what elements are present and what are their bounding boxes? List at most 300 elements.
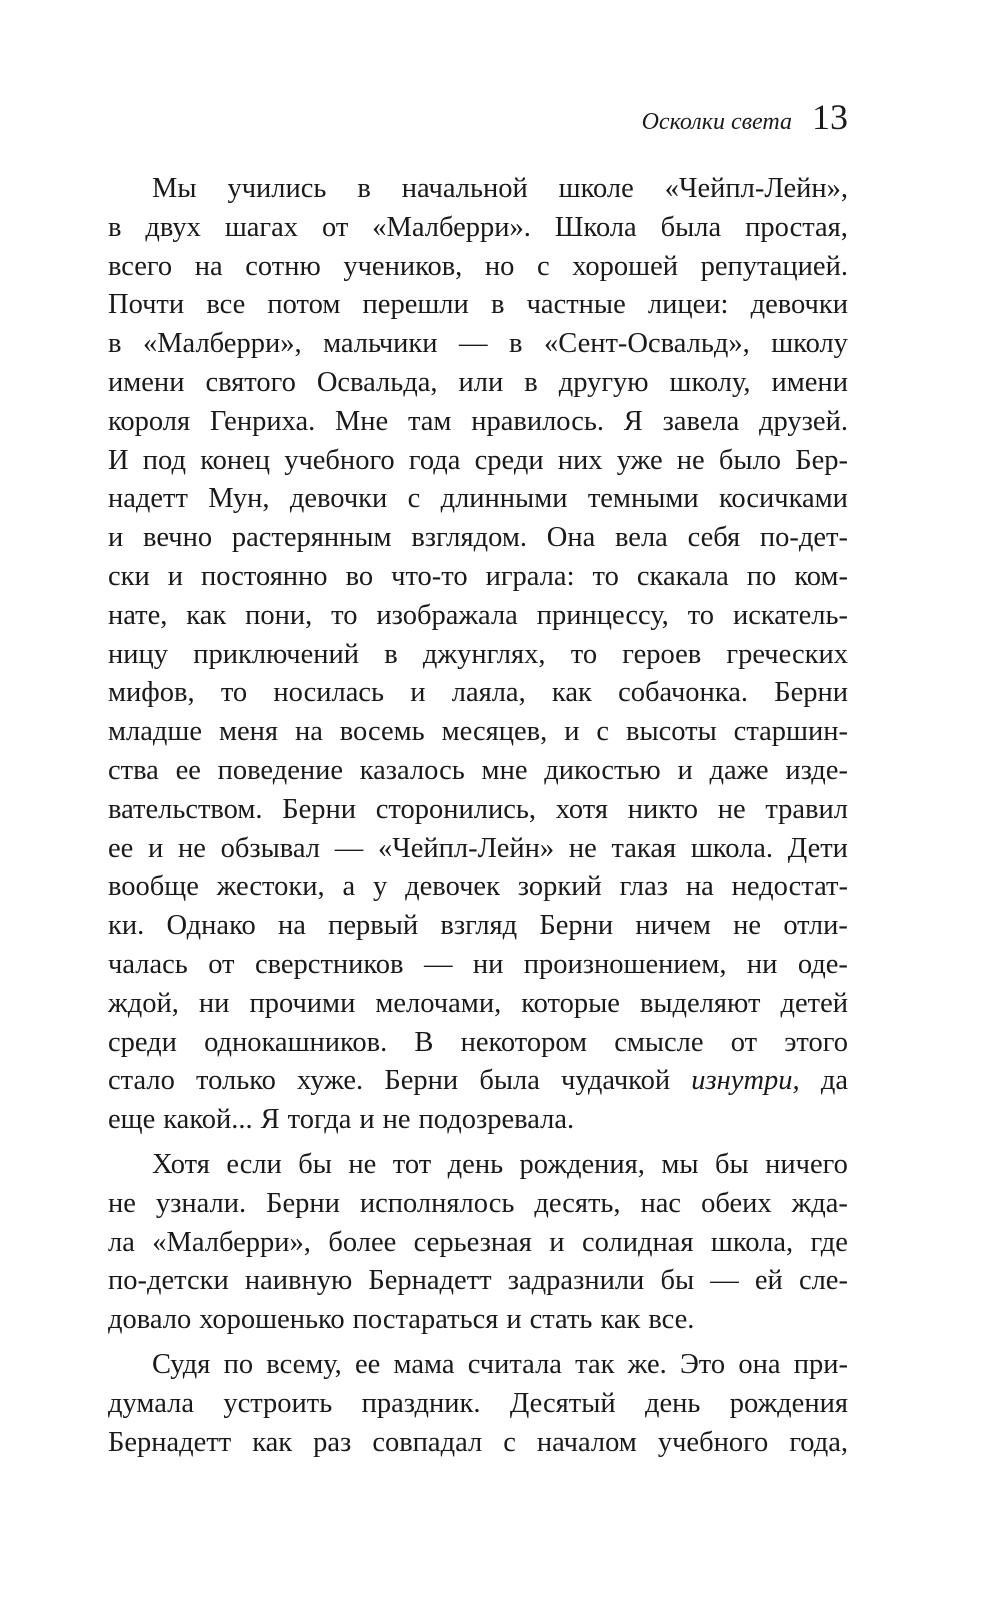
word: школу, [669, 366, 751, 398]
word: ски [108, 560, 150, 592]
word: ничем [635, 910, 711, 942]
word: или [458, 366, 504, 398]
word: Хотя [152, 1148, 210, 1180]
word: школа, [710, 1226, 794, 1258]
word: высоты [626, 716, 717, 748]
word: изде- [785, 754, 848, 786]
word: Освальда, [316, 366, 438, 398]
word: косичками [718, 483, 848, 515]
word: и [410, 677, 426, 709]
word: обеих [701, 1187, 772, 1219]
word: потом [267, 289, 341, 321]
word: была [479, 1065, 540, 1097]
word: нате, [108, 599, 168, 631]
word: мы [661, 1148, 699, 1180]
word: школу [771, 328, 848, 360]
text-line [108, 752, 848, 791]
word: праздник. [361, 1387, 481, 1419]
word: на [194, 250, 223, 282]
word: обзывал [220, 832, 321, 864]
text-line [108, 364, 848, 403]
word: меня [218, 716, 278, 748]
word: была [660, 211, 722, 243]
word: мама [393, 1348, 455, 1380]
text-line [108, 1262, 848, 1301]
word: детей [780, 987, 848, 1019]
word: сторонились, [375, 793, 537, 825]
word: перешли [362, 289, 469, 321]
word: считала [467, 1348, 562, 1380]
word: не [568, 832, 597, 864]
word: десять, [534, 1187, 621, 1219]
word: вела [615, 522, 668, 554]
page-number: 13 [812, 97, 848, 137]
word: и [108, 522, 124, 554]
word: однокашников. [204, 1026, 388, 1058]
word: такая [611, 832, 677, 864]
word: изображала [376, 599, 518, 631]
word: мне [481, 754, 528, 786]
text-line [108, 442, 848, 481]
word: и [677, 754, 693, 786]
word: не [382, 1104, 411, 1136]
text-line [108, 1101, 848, 1140]
word: от [730, 1026, 758, 1058]
word: простая, [745, 211, 848, 243]
word: другую [558, 366, 649, 398]
word: них [557, 444, 603, 476]
word: всему, [266, 1348, 342, 1380]
word: и [564, 716, 580, 748]
word: Берни [384, 1065, 459, 1097]
word: учебного [657, 1426, 769, 1458]
word: вообще [108, 871, 199, 903]
word: по-детски [108, 1265, 229, 1297]
text-line [108, 907, 848, 946]
word: «Чейпл-Лейн», [664, 173, 848, 204]
word: пони, [245, 599, 313, 631]
word: лицеи: [647, 289, 729, 321]
word: нравилось. [471, 405, 605, 437]
word: а [342, 871, 356, 903]
word: носилась [273, 677, 385, 709]
word: жестоки, [216, 871, 325, 903]
body-text [108, 170, 848, 1462]
word: взглядом. [411, 522, 527, 554]
word: там [407, 405, 452, 437]
word: Я [260, 1104, 280, 1136]
word: подозревала. [418, 1104, 575, 1136]
word: прочими [249, 987, 356, 1019]
word: выделяют [639, 987, 761, 1019]
word: джунглях, [422, 638, 546, 670]
word: не [108, 1187, 136, 1219]
word: вательством. [108, 793, 263, 825]
word: Мы [152, 173, 197, 204]
paragraph [108, 1346, 848, 1462]
paragraph [108, 170, 848, 1140]
word: Судя [152, 1348, 211, 1380]
word: в [384, 638, 398, 670]
word: ее [355, 1348, 381, 1380]
word: растерянным [231, 522, 392, 554]
word: которые [521, 987, 620, 1019]
word: ком- [794, 560, 848, 592]
word: то [570, 638, 598, 670]
text-line [108, 674, 848, 713]
word: Однако [166, 910, 256, 942]
word: среди [474, 444, 544, 476]
text-line [108, 1024, 848, 1063]
word: ни [746, 948, 778, 980]
word: более [328, 1226, 397, 1258]
text-line [108, 830, 848, 869]
word: не [733, 910, 762, 942]
word: Берни [282, 793, 357, 825]
word: стало [108, 1065, 175, 1097]
text-line [108, 1185, 848, 1224]
running-title: Осколки света [641, 109, 792, 135]
word: оде- [797, 948, 848, 980]
word: при- [793, 1348, 848, 1380]
word: раз [313, 1426, 352, 1458]
word: в [509, 328, 523, 360]
text-line [108, 1062, 848, 1101]
text-line [108, 209, 848, 248]
word: что-то [391, 560, 468, 592]
word: некотором [460, 1026, 588, 1058]
word: частные [526, 289, 626, 321]
word: ницу [108, 638, 169, 670]
word: девочек [405, 871, 500, 903]
word: Дети [787, 832, 848, 864]
word: бы [715, 1148, 749, 1180]
text-line [108, 946, 848, 985]
word: «Сент-Освальд», [543, 328, 750, 360]
word: бы [660, 1265, 695, 1297]
word: конец [200, 444, 270, 476]
word: изнутри, [691, 1065, 800, 1097]
word: было [718, 444, 782, 476]
word: девочки [289, 483, 388, 515]
word: не [178, 832, 206, 864]
word: же. [627, 1348, 667, 1380]
word: на [685, 871, 714, 903]
word: недостат- [731, 871, 848, 903]
word: собачонка. [618, 677, 748, 709]
word: какой... [163, 1104, 253, 1136]
word: всего [108, 250, 173, 282]
word: устроить [223, 1387, 333, 1419]
word: Бер- [795, 444, 848, 476]
word: то [592, 560, 619, 592]
word: старшин- [733, 716, 848, 748]
word: тогда [287, 1104, 352, 1136]
word: Берни [266, 1187, 340, 1219]
word: тот [392, 1148, 432, 1180]
word: принцессу, [536, 599, 669, 631]
word: в [357, 173, 371, 204]
text-line [108, 713, 848, 752]
word: школе [558, 173, 634, 204]
word: искатель- [732, 599, 848, 631]
word: то [331, 599, 358, 631]
word: все [206, 289, 246, 321]
word: как [600, 1304, 641, 1336]
word: еще [108, 1104, 156, 1136]
word: уже [616, 444, 663, 476]
text-line [108, 1346, 848, 1385]
word: серьезная [413, 1226, 532, 1258]
word: надетт [108, 483, 188, 515]
word: месяцев, [441, 716, 548, 748]
word: среди [108, 1026, 177, 1058]
word: жда- [791, 1187, 848, 1219]
word: Она [546, 522, 596, 554]
word: чалась [108, 948, 188, 980]
word: казалось [359, 754, 465, 786]
word: первый [328, 910, 419, 942]
text-line [108, 791, 848, 830]
word: хуже. [297, 1065, 364, 1097]
word: Мне [334, 405, 389, 437]
word: не [676, 444, 705, 476]
word: день [644, 1387, 701, 1419]
word: в [490, 289, 505, 321]
word: глаз [619, 871, 668, 903]
text-line [108, 1301, 848, 1340]
text-line [108, 1424, 848, 1463]
word: ла [108, 1226, 135, 1258]
word: поведение [217, 754, 343, 786]
word: Десятый [509, 1387, 616, 1419]
word: учеников, [343, 250, 463, 282]
word: Берни [774, 677, 848, 709]
word: младше [108, 716, 203, 748]
word: — [423, 948, 453, 980]
word: играла: [485, 560, 575, 592]
word: задразнили [507, 1265, 645, 1297]
word: хорошенько [199, 1304, 345, 1336]
word: она [738, 1348, 781, 1380]
word: во [345, 560, 374, 592]
word: чудачкой [561, 1065, 671, 1097]
word: только [196, 1065, 276, 1097]
word: учебного [284, 444, 395, 476]
word: В [414, 1026, 434, 1058]
word: как [186, 599, 227, 631]
word: ждой, [108, 987, 179, 1019]
word: постоянно [201, 560, 328, 592]
word: двух [145, 211, 201, 243]
word: года, [789, 1426, 848, 1458]
word: день [447, 1148, 504, 1180]
word: греческих [726, 638, 848, 670]
word: длинными [440, 483, 568, 515]
word: ее [108, 832, 134, 864]
word: скакала [636, 560, 729, 592]
word: как [252, 1426, 293, 1458]
word: отли- [783, 910, 848, 942]
word: у [373, 871, 388, 903]
word: ей [754, 1265, 783, 1297]
word: этого [784, 1026, 848, 1058]
word: бы [298, 1148, 332, 1180]
word: святого [205, 366, 296, 398]
word: ни [198, 987, 230, 1019]
word: наивную [244, 1265, 353, 1297]
text-line [108, 248, 848, 287]
word: с [536, 250, 550, 282]
word: не [348, 1148, 377, 1180]
word: стать [529, 1304, 593, 1336]
text-line [108, 985, 848, 1024]
word: сотню [245, 250, 321, 282]
word: все. [648, 1304, 695, 1336]
word: думала [108, 1387, 194, 1419]
word: то [687, 599, 715, 631]
word: под [142, 444, 186, 476]
word: «Чейпл-Лейн» [377, 832, 555, 864]
text-line [108, 1385, 848, 1424]
word: по-дет- [759, 522, 848, 554]
word: и [148, 832, 164, 864]
word: «Малберри», [142, 328, 302, 360]
word: если [226, 1148, 282, 1180]
word: имени [771, 366, 848, 398]
word: начальной [401, 173, 528, 204]
word: так [575, 1348, 615, 1380]
word: и [167, 560, 184, 592]
word: Это [679, 1348, 726, 1380]
word: И [108, 444, 129, 476]
text-line [108, 1146, 848, 1185]
word: «Малберри», [152, 1226, 311, 1258]
word: произношением, [523, 948, 727, 980]
word: но [484, 250, 515, 282]
word: и [506, 1304, 522, 1336]
word: от [208, 948, 235, 980]
word: Генриха. [209, 405, 316, 437]
word: по [746, 560, 777, 592]
word: мелочами, [375, 987, 502, 1019]
word: в [108, 328, 122, 360]
word: сле- [798, 1265, 848, 1297]
word: с [596, 716, 610, 748]
text-line [108, 403, 848, 442]
word: Школа [554, 211, 637, 243]
word: Берни [539, 910, 614, 942]
word: Почти [108, 289, 185, 321]
word: Бернадетт [108, 1426, 232, 1458]
word: никто [627, 793, 698, 825]
word: Я [623, 405, 643, 437]
text-line [108, 597, 848, 636]
word: по [223, 1348, 254, 1380]
word: с [407, 483, 421, 515]
word: не [717, 793, 746, 825]
word: узнали. [155, 1187, 247, 1219]
word: да [820, 1065, 848, 1097]
word: темными [587, 483, 699, 515]
word: рождения [729, 1387, 848, 1419]
word: ки. [108, 910, 145, 942]
word: ее [175, 754, 201, 786]
word: довало [108, 1304, 192, 1336]
word: вечно [143, 522, 213, 554]
word: — [459, 328, 488, 360]
word: совпадал [372, 1426, 483, 1458]
word: Мун, [208, 483, 270, 515]
text-line [108, 558, 848, 597]
running-header [108, 96, 848, 148]
word: началом [536, 1426, 637, 1458]
word: — [334, 832, 364, 864]
word: в [108, 211, 122, 243]
text-line [108, 170, 848, 209]
word: героев [622, 638, 702, 670]
word: ства [108, 754, 159, 786]
word: на [277, 910, 306, 942]
word: шагах [224, 211, 299, 243]
word: «Малберри». [372, 211, 531, 243]
word: ничего [765, 1148, 848, 1180]
word: постараться [352, 1304, 499, 1336]
text-line [108, 636, 848, 675]
word: лаяла, [451, 677, 526, 709]
word: ни [472, 948, 504, 980]
word: девочки [750, 289, 848, 321]
word: в [524, 366, 538, 398]
word: дикостью [544, 754, 661, 786]
text-line [108, 480, 848, 519]
word: и [549, 1226, 565, 1258]
word: травил [765, 793, 848, 825]
word: — [710, 1265, 739, 1297]
word: хорошей [572, 250, 678, 282]
word: с [503, 1426, 516, 1458]
text-line [108, 286, 848, 325]
text-line [108, 868, 848, 907]
word: то [220, 677, 248, 709]
word: Бернадетт [368, 1265, 492, 1297]
word: взгляд [440, 910, 518, 942]
word: короля [108, 405, 191, 437]
word: исполнялось [359, 1187, 515, 1219]
word: сверстников [254, 948, 404, 980]
word: смысле [614, 1026, 704, 1058]
word: имени [108, 366, 185, 398]
word: хотя [555, 793, 608, 825]
word: где [810, 1226, 848, 1258]
word: даже [709, 754, 769, 786]
word: мифов, [108, 677, 195, 709]
text-line [108, 519, 848, 558]
word: друзей. [759, 405, 848, 437]
word: себя [687, 522, 741, 554]
word: как [551, 677, 592, 709]
text-line [108, 1224, 848, 1263]
word: на [294, 716, 323, 748]
word: и [359, 1104, 375, 1136]
word: школа. [690, 832, 774, 864]
word: восемь [339, 716, 425, 748]
word: года [408, 444, 461, 476]
word: рождения, [519, 1148, 645, 1180]
word: учились [227, 173, 327, 204]
word: солидная [581, 1226, 694, 1258]
word: мальчики [323, 328, 438, 360]
